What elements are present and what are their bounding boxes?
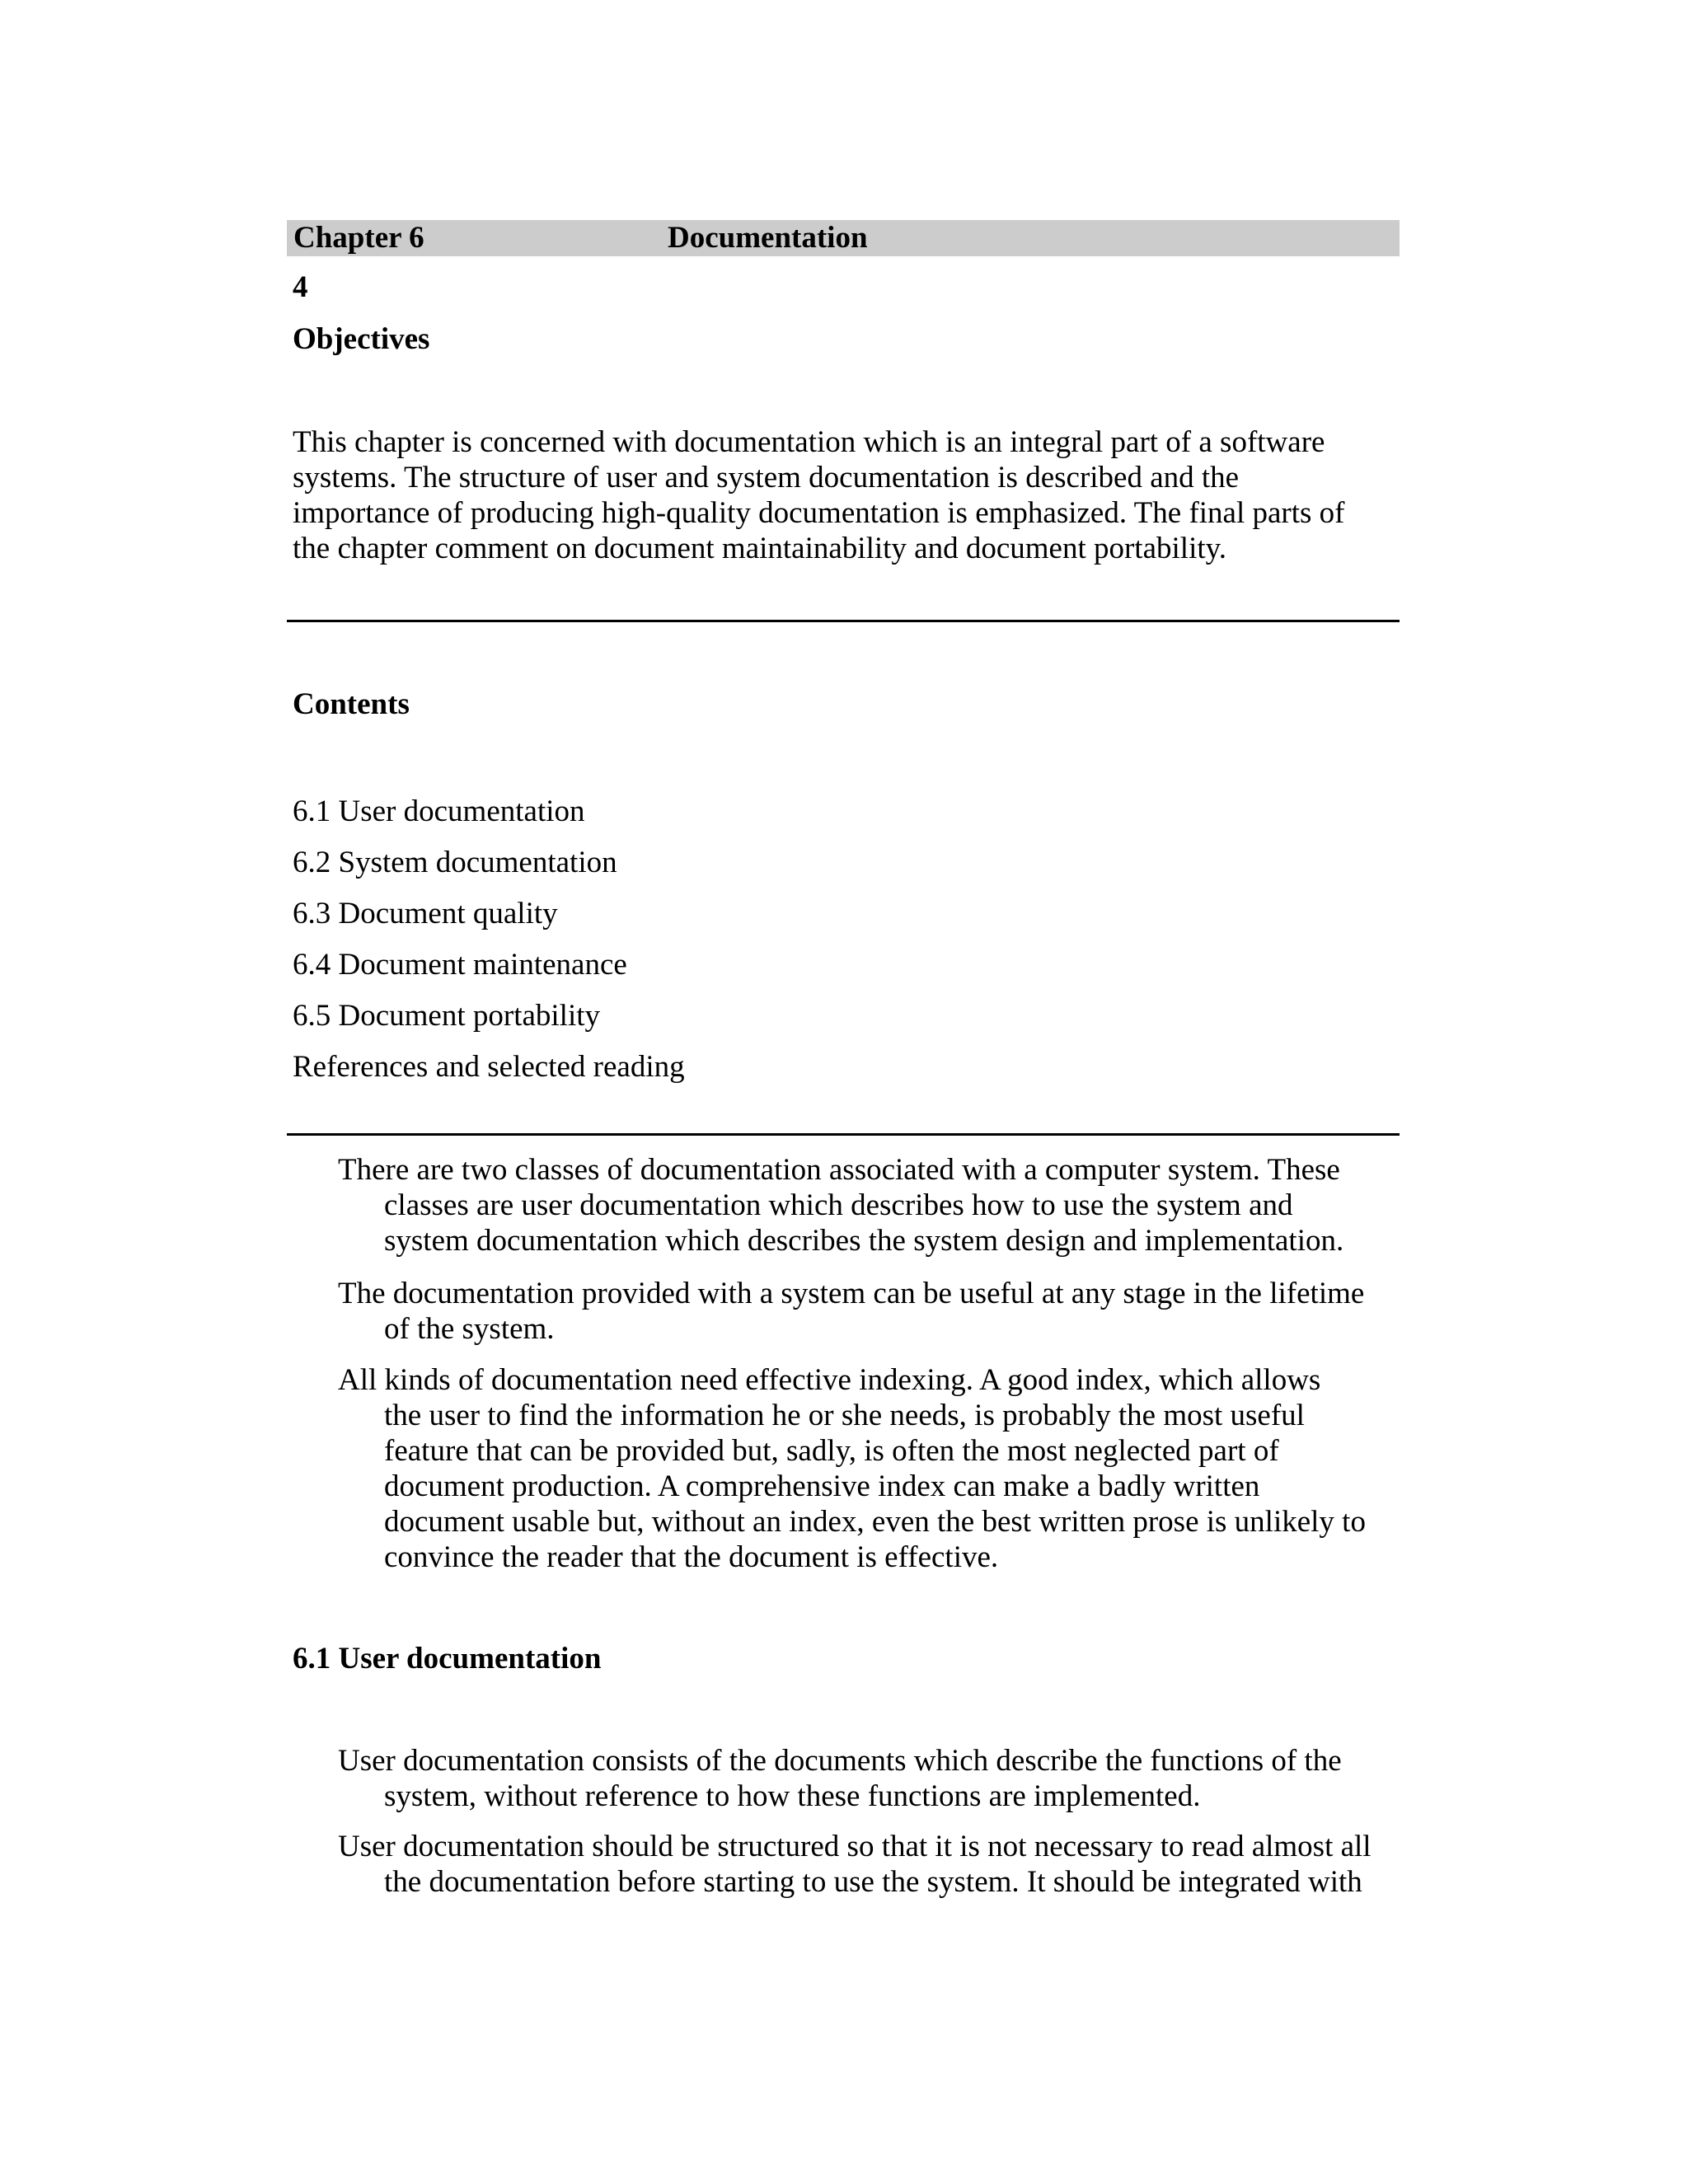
summary-line: convince the reader that the document is effective.: [384, 1540, 999, 1574]
section-point: [338, 1743, 1409, 1814]
summary-line: classes are user documentation which describes how to use the system and: [384, 1188, 1293, 1222]
summary-line: the user to find the information he or she needs, is probably the most useful: [384, 1399, 1305, 1432]
summary-line: document production. A comprehensive index can make a badly written: [384, 1469, 1260, 1503]
summary-line: document usable but, without an index, even the best written prose is unlikely to: [384, 1505, 1366, 1539]
chapter-label: Chapter 6: [293, 221, 424, 255]
contents-item: References and selected reading: [293, 1050, 685, 1084]
section-point: [338, 1829, 1409, 1900]
contents-list: [293, 794, 685, 1100]
section-divider: [287, 620, 1400, 622]
contents-item: 6.1 User documentation: [293, 794, 585, 828]
section-line: the documentation before starting to use the system. It should be integrated with: [384, 1865, 1362, 1899]
contents-item: 6.3 Document quality: [293, 897, 558, 930]
summary-line: system documentation which describes the system design and implementation.: [384, 1224, 1344, 1258]
chapter-title: Documentation: [668, 221, 868, 255]
summary-line: of the system.: [384, 1312, 555, 1346]
summary-point: [338, 1276, 1409, 1347]
contents-item: 6.2 System documentation: [293, 846, 617, 879]
summary-line: There are two classes of documentation associated with a computer system. These: [338, 1153, 1340, 1187]
objectives-heading: Objectives: [293, 322, 430, 356]
objectives-line: importance of producing high-quality documentation is emphasized. The final parts of: [293, 496, 1345, 530]
page-number: 4: [293, 270, 308, 304]
objectives-line: This chapter is concerned with documentation which is an integral part of a software: [293, 425, 1325, 459]
chapter-header-bar: [287, 220, 1400, 256]
section-line: User documentation consists of the documents which describe the functions of the: [338, 1744, 1342, 1778]
objectives-line: the chapter comment on document maintainability and document portability.: [293, 532, 1226, 565]
summary-line: All kinds of documentation need effective indexing. A good index, which allows: [338, 1363, 1321, 1397]
contents-heading: Contents: [293, 687, 410, 721]
summary-line: The documentation provided with a system can be useful at any stage in the lifetime: [338, 1277, 1365, 1310]
objectives-paragraph: [293, 424, 1405, 566]
contents-item: 6.4 Document maintenance: [293, 948, 627, 982]
section-line: User documentation should be structured so that it is not necessary to read almost all: [338, 1830, 1372, 1863]
summary-line: feature that can be provided but, sadly, is often the most neglected part of: [384, 1434, 1279, 1468]
summary-point: [338, 1152, 1409, 1258]
objectives-line: systems. The structure of user and system documentation is described and the: [293, 461, 1240, 494]
section-6-1-heading: 6.1 User documentation: [293, 1642, 602, 1675]
section-line: system, without reference to how these functions are implemented.: [384, 1779, 1201, 1813]
contents-item: 6.5 Document portability: [293, 999, 601, 1033]
summary-point: [338, 1362, 1409, 1575]
section-divider: [287, 1133, 1400, 1136]
